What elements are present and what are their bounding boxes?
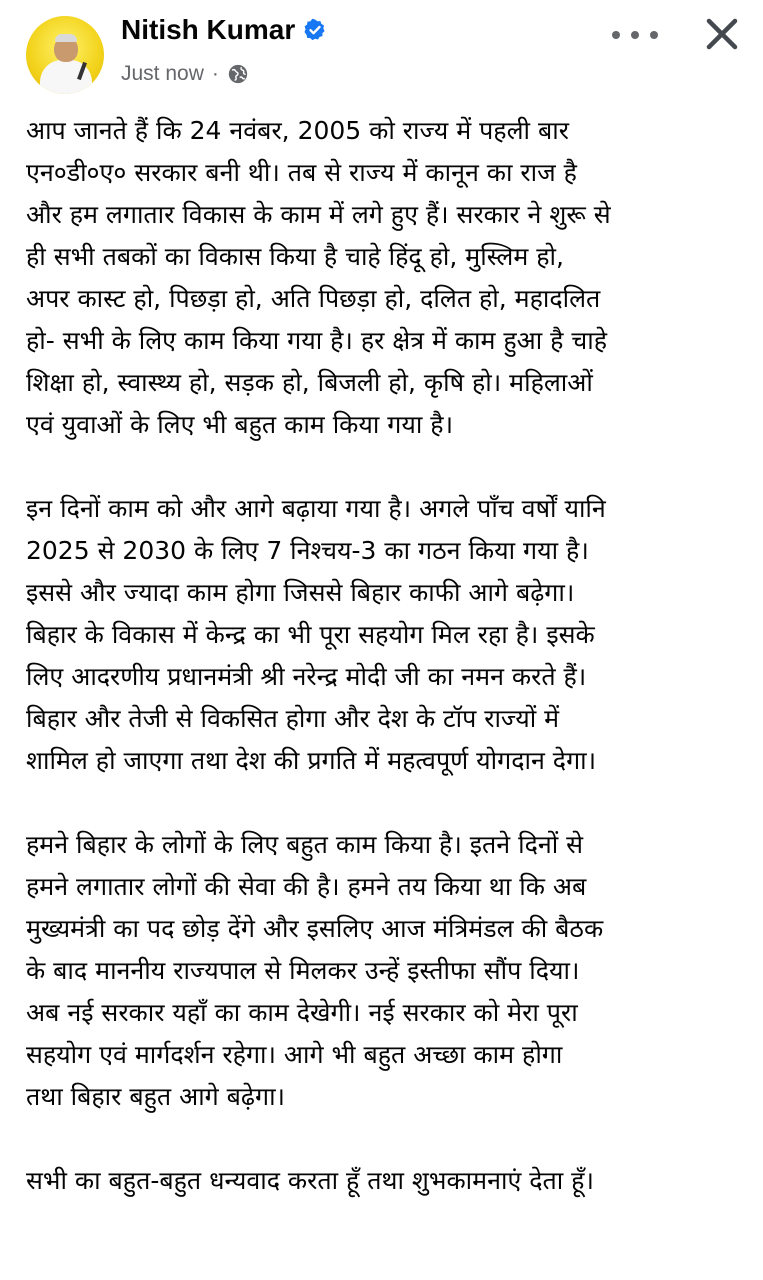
author-name[interactable]: Nitish Kumar xyxy=(121,14,296,45)
post-header xyxy=(0,0,763,108)
more-dot xyxy=(631,31,639,39)
avatar[interactable] xyxy=(26,16,104,94)
post-timestamp[interactable]: Just now xyxy=(121,62,204,85)
post-paragraph: आप जानते हैं कि 24 नवंबर, 2005 को राज्य में पहली बार एन०डी०ए० सरकार बनी थी। तब से राज्य में कानून का राज है और हम लगातार विकास के काम में लगे हुए हैं। सरकार ने शुरू से ही सभी तबकों का विकास किया है चाहे हिंदू हो, मुस्लिम हो, अपर कास्ट हो, पिछड़ा हो, अति पिछड़ा हो, दलित हो, महादलित हो- सभी के लिए काम किया गया है। हर क्षेत्र में काम हुआ है चाहे शिक्षा हो, स्वास्थ्य हो, सड़क हो, बिजली हो, कृषि हो। महिलाओं एवं युवाओं के लिए भी बहुत काम किया गया है। xyxy=(26,116,611,439)
more-dot xyxy=(612,31,620,39)
globe-icon[interactable] xyxy=(227,63,249,85)
post-body xyxy=(26,110,746,1202)
post-paragraph: हमने बिहार के लोगों के लिए बहुत काम किया है। इतने दिनों से हमने लगातार लोगों की सेवा की है। हमने तय किया था कि अब मुख्यमंत्री का पद छोड़ देंगे और इसलिए आज मंत्रिमंडल की बैठक के बाद माननीय राज्यपाल से मिलकर उन्हें इस्तीफा सौंप दिया। अब नई सरकार यहाँ का काम देखेगी। नई सरकार को मेरा पूरा सहयोग एवं मार्गदर्शन रहेगा। आगे भी बहुत अच्छा काम होगा तथा बिहार बहुत आगे बढ़ेगा। xyxy=(26,830,604,1111)
close-icon[interactable] xyxy=(702,14,742,54)
more-options-icon[interactable] xyxy=(612,28,658,42)
post-paragraph: इन दिनों काम को और आगे बढ़ाया गया है। अगले पाँच वर्षों यानि 2025 से 2030 के लिए 7 निश्चय-3 का गठन किया गया है। इससे और ज्यादा काम होगा जिससे बिहार काफी आगे बढ़ेगा। बिहार के विकास में केन्द्र का भी पूरा सहयोग मिल रहा है। इसके लिए आदरणीय प्रधानमंत्री श्री नरेन्द्र मोदी जी का नमन करते हैं। बिहार और तेजी से विकसित होगा और देश के टॉप राज्यों में शामिल हो जाएगा तथा देश की प्रगति में महत्वपूर्ण योगदान देगा। xyxy=(26,494,606,775)
avatar-figure-hair xyxy=(55,34,77,42)
post-paragraph: सभी का बहुत-बहुत धन्यवाद करता हूँ तथा शुभकामनाएं देता हूँ। xyxy=(26,1166,594,1195)
post-meta xyxy=(121,62,249,86)
author-row xyxy=(121,14,327,46)
verified-badge-icon xyxy=(303,18,327,42)
meta-separator: · xyxy=(211,62,219,85)
more-dot xyxy=(650,31,658,39)
